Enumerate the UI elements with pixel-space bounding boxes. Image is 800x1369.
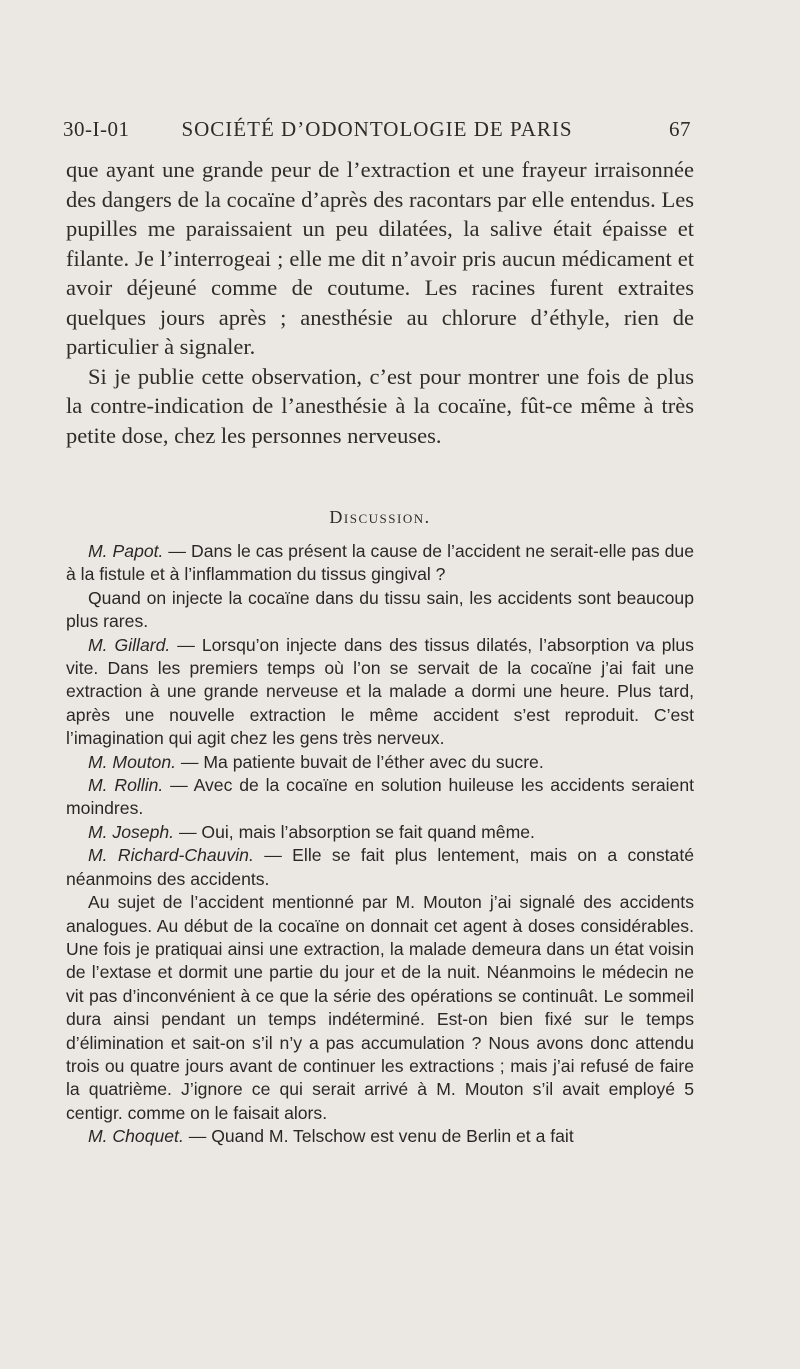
- discussion-entry: [66, 844, 694, 891]
- header-date: 30-I-01: [63, 117, 130, 141]
- discussion-entry: [66, 774, 694, 821]
- speaker-text: — Oui, mais l’absorption se fait quand même.: [174, 821, 535, 842]
- paragraph-continuation: que ayant une grande peur de l’extraction et une frayeur irraisonnée des dangers de la cocaïne d’après des racontars par elle entendus. Les pupilles me paraissaient un peu dilatées, la salive était épaisse et filante. Je l’interrogeai ; elle me dit n’avoir pris aucun médicament et avoir déjeuné comme de coutume. Les racines furent extraites quelques jours après ; anesthésie au chlorure d’éthyle, rien de particulier à signaler.: [66, 157, 694, 359]
- discussion-entry: [66, 891, 694, 1125]
- speaker-name: M. Papot.: [88, 541, 164, 561]
- speaker-name: M. Joseph.: [88, 821, 175, 842]
- paragraph-conclusion: Si je publie cette observation, c’est pour montrer une fois de plus la contre-indication de l’anesthésie à la cocaïne, fût-ce même à très petite dose, chez les personnes nerveuses.: [66, 363, 694, 448]
- speaker-text: — Dans le cas présent la cause de l’accident ne serait-elle pas due à la fistule et à l’inflammation du tissus gingival ?: [66, 541, 694, 585]
- discussion-entry: [66, 634, 694, 751]
- speaker-text: — Avec de la cocaïne en solution huileuse les accidents seraient moindres.: [66, 775, 694, 819]
- discussion-section: [66, 540, 694, 1149]
- discussion-entry: [66, 587, 694, 634]
- speaker-name: M. Mouton.: [88, 751, 177, 772]
- discussion-entry: [66, 540, 694, 587]
- page-number: 67: [669, 117, 691, 141]
- speaker-text: — Ma patiente buvait de l’éther avec du sucre.: [176, 751, 544, 772]
- section-heading-discussion: Discussion.: [329, 507, 431, 527]
- speaker-name: M. Richard-Chauvin.: [88, 845, 254, 866]
- speaker-text: Au sujet de l’accident mentionné par M. Mouton j’ai signalé des accidents analogues. Au début de la cocaïne on donnait cet agent à doses considérables. Une fois je pratiquai ainsi une extraction, la malade demeura dans un état voisin de l’extase et dormit une partie du jour et de la nuit. Néanmoins le médecin ne vit pas d’inconvénient à ce que la série des opérations se continuât. Le sommeil dura ainsi pendant un temps indéterminé. Est-on bien fixé sur le temps d’élimination et sait-on s’il n’y a pas accumulation ? Nous avons donc attendu trois ou quatre jours avant de continuer les extractions ; mais j’ai refusé de faire la quatrième. J’ignore ce qui serait arrivé à M. Mouton s’il avait employé 5 centigr. comme on le faisait alors.: [66, 892, 694, 1123]
- running-head: [63, 117, 691, 147]
- discussion-entry: [66, 751, 694, 774]
- speaker-text: — Quand M. Telschow est venu de Berlin et a fait: [183, 1126, 574, 1147]
- speaker-name: M. Rollin.: [88, 775, 164, 796]
- speaker-text: — Elle se fait plus lentement, mais on a constaté néanmoins des accidents.: [66, 845, 694, 889]
- discussion-entry: [66, 821, 694, 844]
- body-text: [66, 155, 694, 450]
- discussion-entry: [66, 1125, 694, 1148]
- speaker-name: M. Gillard.: [88, 634, 171, 655]
- speaker-text: — Lorsqu’on injecte dans des tissus dilatés, l’absorption va plus vite. Dans les premiers temps où l’on se servait de la cocaïne j’ai fait une extraction à une grande nerveuse et la malade a dormi une heure. Plus tard, après une nouvelle extraction le même accident s’est reproduit. C’est l’imagination qui agit chez les gens très nerveux.: [66, 634, 694, 749]
- speaker-text: Quand on injecte la cocaïne dans du tissu sain, les accidents sont beaucoup plus rares.: [66, 587, 694, 632]
- speaker-name: M. Choquet.: [88, 1126, 184, 1147]
- header-journal-title: SOCIÉTÉ D’ODONTOLOGIE DE PARIS: [181, 117, 573, 141]
